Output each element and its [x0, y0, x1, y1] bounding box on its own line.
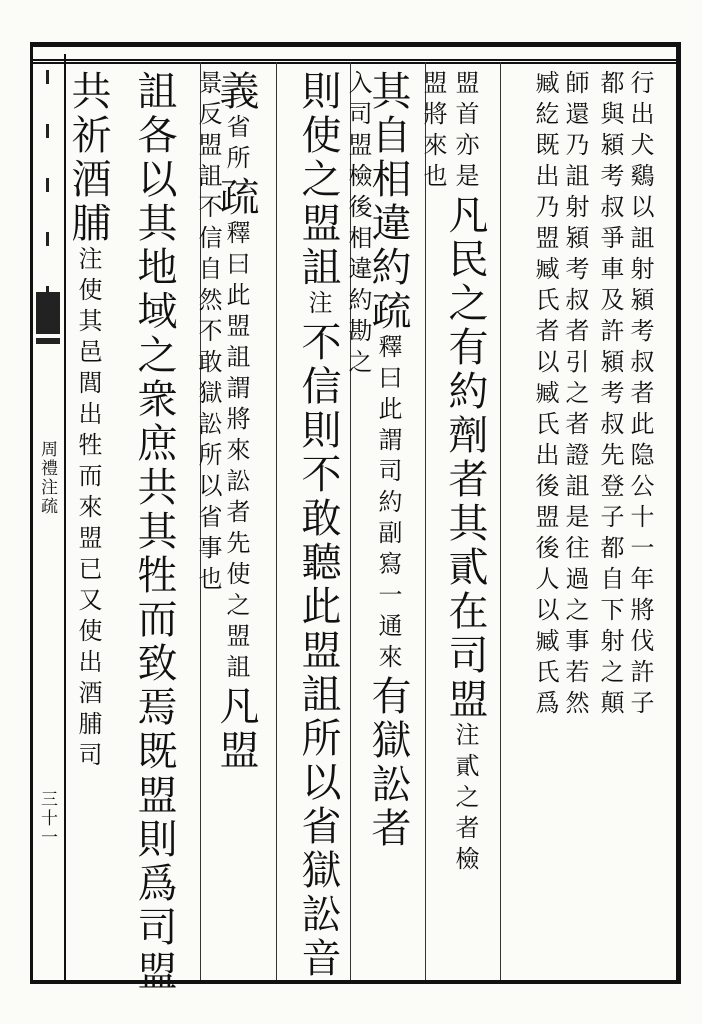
text-column — [597, 70, 623, 970]
main-text: 則使之盟詛 — [295, 70, 341, 290]
book-title: 周禮注疏 — [37, 440, 57, 516]
top-inner-rule — [30, 62, 680, 64]
main-text: 凡盟 — [213, 685, 259, 773]
fish-tail-mark — [36, 292, 60, 334]
commentary-text: 釋曰此謂司約副寫一通來 — [374, 334, 402, 675]
commentary-text: 使其邑閭出牲而來盟已又使出酒脯司 — [74, 277, 102, 773]
column-rule — [500, 62, 501, 980]
commentary-text: 注 — [451, 722, 479, 753]
commentary-text: 盟詛不信自然不敢獄訟所以省事也 — [194, 132, 222, 597]
top-border — [30, 42, 680, 61]
text-column — [443, 70, 487, 970]
main-text: 詛各以其地域之衆庶共其牲而致焉既盟則爲司盟 — [131, 70, 177, 994]
text-column — [562, 70, 588, 970]
main-text: 共祈酒脯 — [65, 70, 111, 246]
commentary-text: 釋曰此盟詛謂將來訟者先使之盟詛 — [222, 220, 250, 685]
text-column — [532, 70, 558, 970]
text-column — [131, 70, 177, 994]
page-number: 三十一 — [37, 790, 57, 847]
main-text: 不信則不敢聽此盟詛所以省獄訟音 — [295, 321, 341, 981]
main-text: 疏 — [365, 290, 411, 334]
text-column — [295, 70, 341, 981]
text-column — [195, 70, 221, 970]
text-column — [366, 70, 410, 970]
bottom-border — [30, 980, 680, 984]
text-column — [420, 70, 446, 970]
main-text: 疏 — [213, 176, 259, 220]
main-text: 凡民之有約劑者其貳在司盟 — [442, 194, 488, 722]
text-column — [627, 70, 653, 970]
commentary-text: 盟將來也 — [419, 70, 447, 194]
commentary-text: 師還乃詛射潁考叔者引之者證詛是往過之事若然 — [561, 70, 589, 721]
fish-tail-bar — [36, 338, 60, 344]
column-rule — [276, 62, 277, 980]
margin-marks — [36, 70, 58, 300]
commentary-text: 貳之者檢 — [451, 753, 479, 877]
commentary-text: 行出犬鷄以詛射潁考叔者此隐公十一年將伐許子 — [626, 70, 654, 721]
commentary-text: 注 — [304, 290, 332, 321]
commentary-text: 省所 — [222, 114, 250, 176]
right-border — [676, 42, 681, 984]
commentary-text: 都與潁考叔爭車及許潁考叔先登子都自下射之顛 — [596, 70, 624, 721]
main-text: 其自相違約 — [365, 70, 411, 290]
commentary-text: 臧紇既出乃盟臧氏者以臧氏出後盟後人以臧氏爲 — [531, 70, 559, 721]
commentary-text: 景反 — [194, 70, 222, 132]
main-text: 有獄訟者 — [365, 675, 411, 851]
text-column — [345, 70, 371, 970]
main-text: 義 — [213, 70, 259, 114]
commentary-text: 入司盟檢後相違約勘之 — [344, 70, 372, 380]
commentary-text: 盟首亦是 — [451, 70, 479, 194]
text-column — [66, 70, 110, 970]
commentary-text: 注 — [74, 246, 102, 277]
